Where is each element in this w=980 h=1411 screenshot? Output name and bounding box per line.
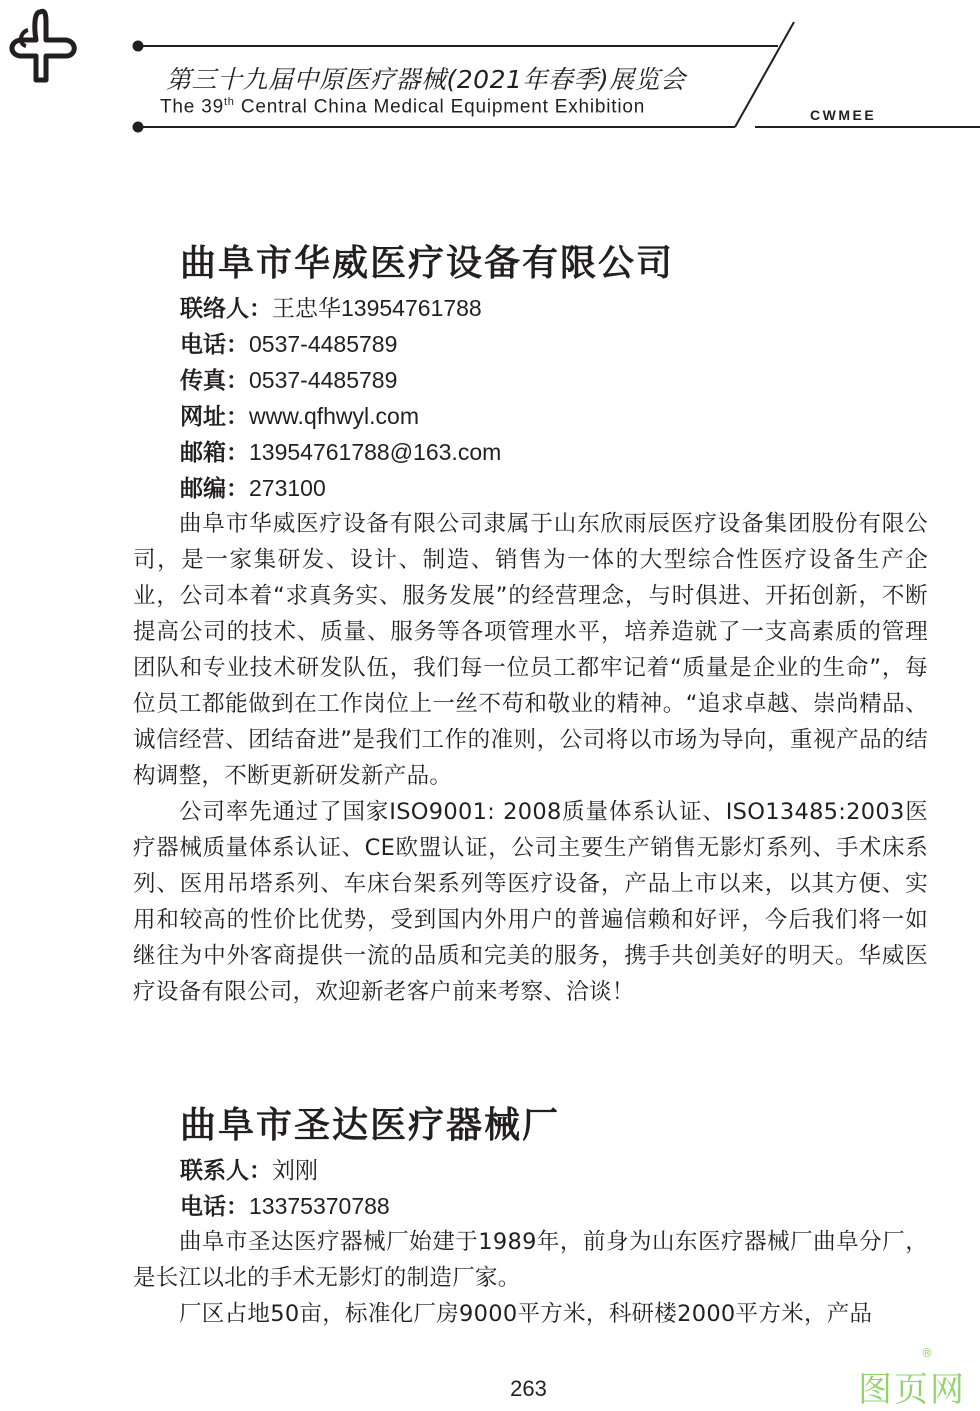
exhibition-title-cn: 第三十九届中原医疗器械(2021年春季)展览会 [166,65,686,94]
contact-fax: 传真：0537-4485789 [180,367,398,394]
exhibition-title-en: The 39th Central China Medical Equipment Exhibition [160,96,646,118]
contact-phone: 电话：13375370788 [180,1193,390,1220]
contact-person: 联系人：刘刚 [180,1157,318,1184]
company-name: 曲阜市圣达医疗器械厂 [180,1105,561,1146]
watermark: 图页网 [858,1370,966,1410]
cwmee-logo-icon [0,0,80,100]
company-description: 公司率先通过了国家ISO9001: 2008质量体系认证、ISO13485:2003医疗器械质量体系认证、CE欧盟认证，公司主要生产销售无影灯系列、手术床系列、医用吊塔系列、车床台架系列等医疗设备，产品上市以来，以其方便、实用和较高的性价比优势，受到国内外用户的普遍信赖和好评，今后我们将一如继往为中外客商提供一流的品质和完美的服务，携手共创美好的明天。华威医疗设备有限公司，欢迎新老客户前来考察、洽谈！ [133,799,928,1005]
company-entry-shengda [0,1100,980,1332]
contact-person: 联络人：王忠华13954761788 [180,295,482,322]
company-entry-huawei [0,238,980,1010]
contact-website: 网址：www.qfhwyl.com [180,403,419,430]
contact-email: 邮箱：13954761788@163.com [180,439,502,466]
contact-postcode: 邮编：273100 [180,475,326,502]
cwmee-logo-text: CWMEE [810,107,877,123]
page-header [0,0,980,140]
company-description: 曲阜市华威医疗设备有限公司隶属于山东欣雨辰医疗设备集团股份有限公司，是一家集研发、设计、制造、销售为一体的大型综合性医疗设备生产企业，公司本着“求真务实、服务发展”的经营理念，与时俱进、开拓创新，不断提高公司的技术、质量、服务等各项管理水平，培养造就了一支高素质的管理团队和专业技术研发队伍，我们每一位员工都牢记着“质量是企业的生命”，每位员工都能做到在工作岗位上一丝不苟和敬业的精神。“追求卓越、崇尚精品、诚信经营、团结奋进”是我们工作的准则，公司将以市场为导向，重视产品的结构调整，不断更新研发新产品。 [133,511,928,789]
page-number: 263 [510,1376,547,1401]
company-description: 曲阜市圣达医疗器械厂始建于1989年，前身为山东医疗器械厂曲阜分厂，是长江以北的手术无影灯的制造厂家。 [133,1229,928,1291]
company-description: 厂区占地50亩，标准化厂房9000平方米，科研楼2000平方米，产品 [179,1301,873,1327]
watermark-registered-mark: ® [921,1346,933,1360]
company-name: 曲阜市华威医疗设备有限公司 [180,243,675,284]
contact-phone: 电话：0537-4485789 [180,331,398,358]
